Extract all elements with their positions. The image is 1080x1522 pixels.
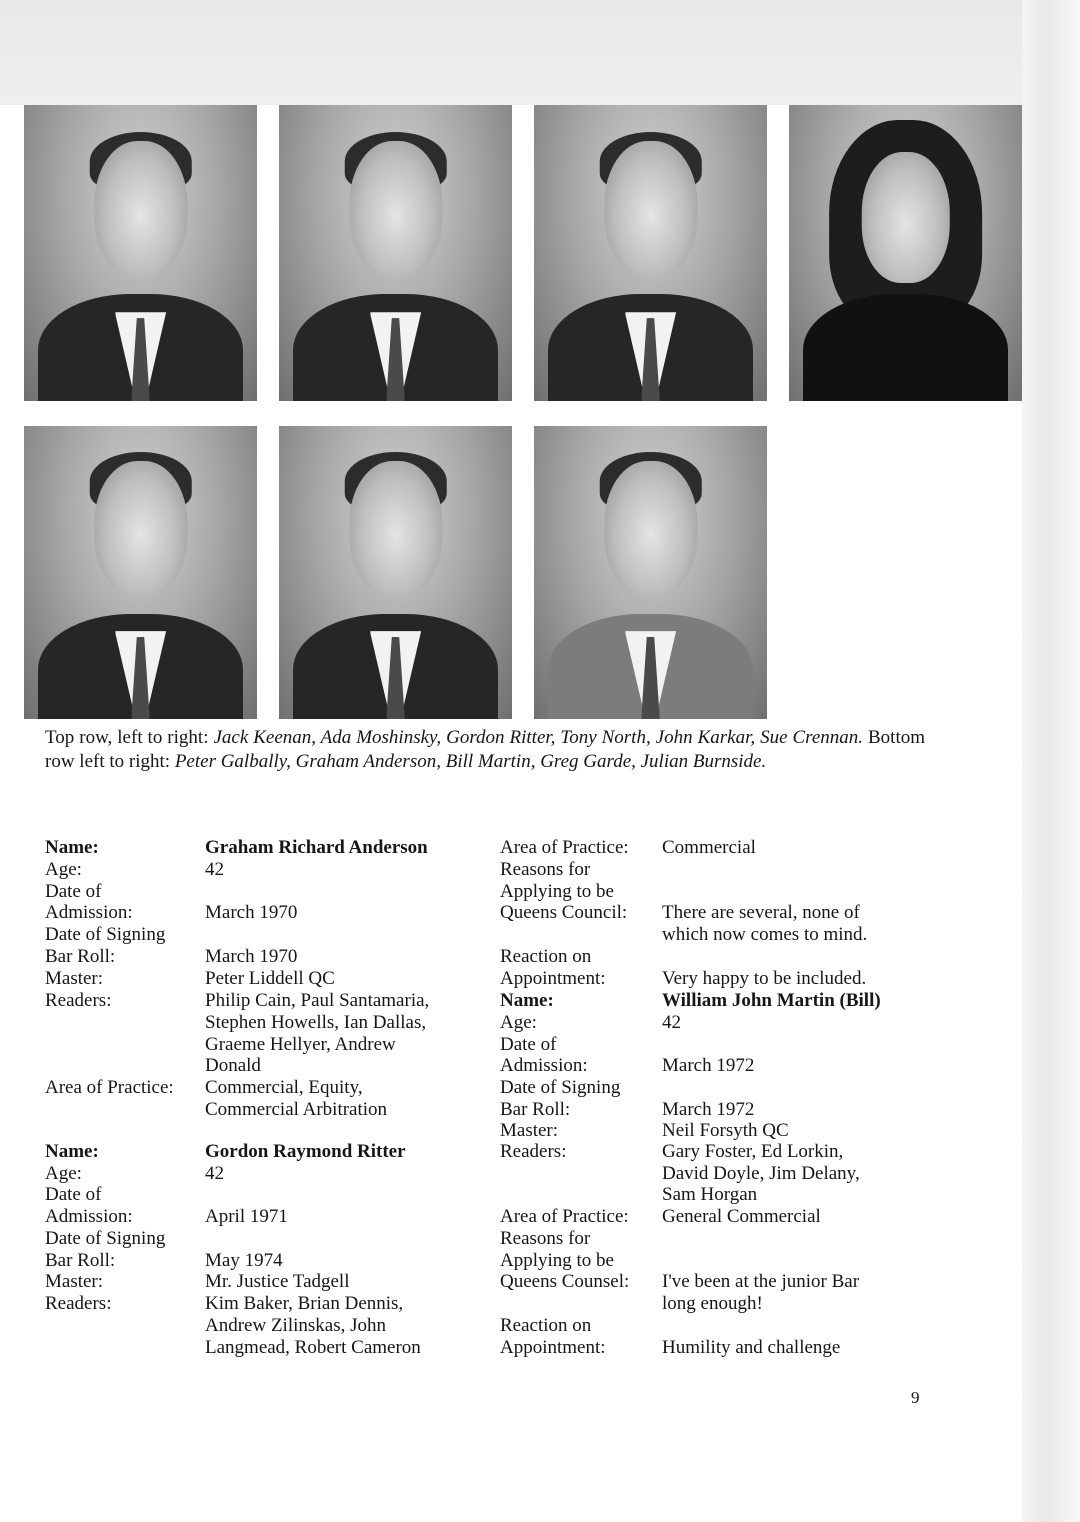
field-value: Commercial, Equity,	[205, 1077, 363, 1098]
field-label: Area of Practice:	[500, 1206, 629, 1227]
field-label: Master:	[45, 1271, 104, 1292]
field-value: General Commercial	[662, 1206, 821, 1227]
field-value: David Doyle, Jim Delany,	[662, 1163, 860, 1184]
field-label: Name:	[45, 1141, 99, 1162]
caption-top-names: Jack Keenan, Ada Moshinsky, Gordon Ritter, Tony North, John Karkar, Sue Crennan.	[213, 727, 864, 748]
field-label: Reaction on	[500, 946, 592, 967]
caption-bottom-prefix: Bottom row left to right:	[45, 727, 926, 772]
field-value: Commercial	[662, 837, 756, 858]
portrait-photo	[534, 426, 767, 719]
field-value: Kim Baker, Brian Dennis,	[205, 1293, 404, 1314]
field-value: Andrew Zilinskas, John	[205, 1315, 387, 1336]
portrait-photo	[789, 105, 1022, 401]
field-label: Queens Counsel:	[500, 1271, 630, 1292]
field-value: Sam Horgan	[662, 1184, 758, 1205]
field-value: Langmead, Robert Cameron	[205, 1337, 421, 1358]
page-number: 9	[911, 1388, 920, 1407]
field-value: which now comes to mind.	[662, 924, 868, 945]
field-value: 42	[205, 1163, 224, 1184]
field-label: Bar Roll:	[500, 1099, 571, 1120]
page-right-edge	[1022, 0, 1080, 1522]
field-value: Mr. Justice Tadgell	[205, 1271, 350, 1292]
field-value: William John Martin (Bill)	[662, 990, 881, 1011]
field-label: Admission:	[500, 1055, 588, 1076]
portrait-photo	[24, 426, 257, 719]
field-label: Date of Signing	[45, 924, 166, 945]
field-value: There are several, none of	[662, 902, 860, 923]
field-label: Master:	[45, 968, 104, 989]
field-label: Area of Practice:	[45, 1077, 174, 1098]
field-label: Bar Roll:	[45, 1250, 116, 1271]
field-label: Age:	[500, 1012, 537, 1033]
field-label: Reaction on	[500, 1315, 592, 1336]
field-value: Stephen Howells, Ian Dallas,	[205, 1012, 427, 1033]
field-value: March 1970	[205, 946, 298, 967]
field-value: Philip Cain, Paul Santamaria,	[205, 990, 430, 1011]
field-label: Appointment:	[500, 968, 606, 989]
field-label: Readers:	[500, 1141, 567, 1162]
field-value: Gary Foster, Ed Lorkin,	[662, 1141, 844, 1162]
field-label: Age:	[45, 1163, 82, 1184]
field-value: March 1972	[662, 1099, 755, 1120]
field-label: Date of Signing	[45, 1228, 166, 1249]
field-value: Graeme Hellyer, Andrew	[205, 1034, 396, 1055]
field-value: March 1972	[662, 1055, 755, 1076]
caption-bottom-names: Peter Galbally, Graham Anderson, Bill Martin, Greg Garde, Julian Burnside.	[174, 751, 767, 772]
field-value: Graham Richard Anderson	[205, 837, 428, 858]
portrait-photo	[279, 426, 512, 719]
field-value: Peter Liddell QC	[205, 968, 335, 989]
field-label: Master:	[500, 1120, 559, 1141]
portrait-photo	[24, 105, 257, 401]
field-value: Humility and challenge	[662, 1337, 841, 1358]
field-label: Applying to be	[500, 1250, 614, 1271]
field-value: Commercial Arbitration	[205, 1099, 388, 1120]
field-label: Readers:	[45, 990, 112, 1011]
field-label: Admission:	[45, 1206, 133, 1227]
field-label: Date of Signing	[500, 1077, 621, 1098]
field-label: Readers:	[45, 1293, 112, 1314]
field-value: Very happy to be included.	[662, 968, 867, 989]
field-label: Reasons for	[500, 859, 591, 880]
portrait-photo	[279, 105, 512, 401]
field-label: Name:	[500, 990, 554, 1011]
field-value: April 1971	[205, 1206, 288, 1227]
portrait-grid	[0, 105, 1022, 719]
page-top-margin	[0, 0, 1032, 105]
field-label: Date of	[500, 1034, 557, 1055]
field-value: I've been at the junior Bar	[662, 1271, 860, 1292]
field-value: 42	[205, 859, 224, 880]
field-value: March 1970	[205, 902, 298, 923]
field-label: Age:	[45, 859, 82, 880]
field-value: 42	[662, 1012, 681, 1033]
photo-caption	[45, 726, 925, 774]
field-value: May 1974	[205, 1250, 283, 1271]
field-label: Admission:	[45, 902, 133, 923]
field-value: Gordon Raymond Ritter	[205, 1141, 406, 1162]
field-label: Queens Council:	[500, 902, 628, 923]
field-label: Area of Practice:	[500, 837, 629, 858]
field-value: Donald	[205, 1055, 261, 1076]
field-label: Name:	[45, 837, 99, 858]
field-label: Bar Roll:	[45, 946, 116, 967]
field-label: Applying to be	[500, 881, 614, 902]
field-value: long enough!	[662, 1293, 763, 1314]
portrait-photo	[534, 105, 767, 401]
caption-top-prefix: Top row, left to right:	[45, 727, 214, 748]
field-label: Date of	[45, 1184, 102, 1205]
field-label: Date of	[45, 881, 102, 902]
field-label: Reasons for	[500, 1228, 591, 1249]
field-label: Appointment:	[500, 1337, 606, 1358]
field-value: Neil Forsyth QC	[662, 1120, 789, 1141]
